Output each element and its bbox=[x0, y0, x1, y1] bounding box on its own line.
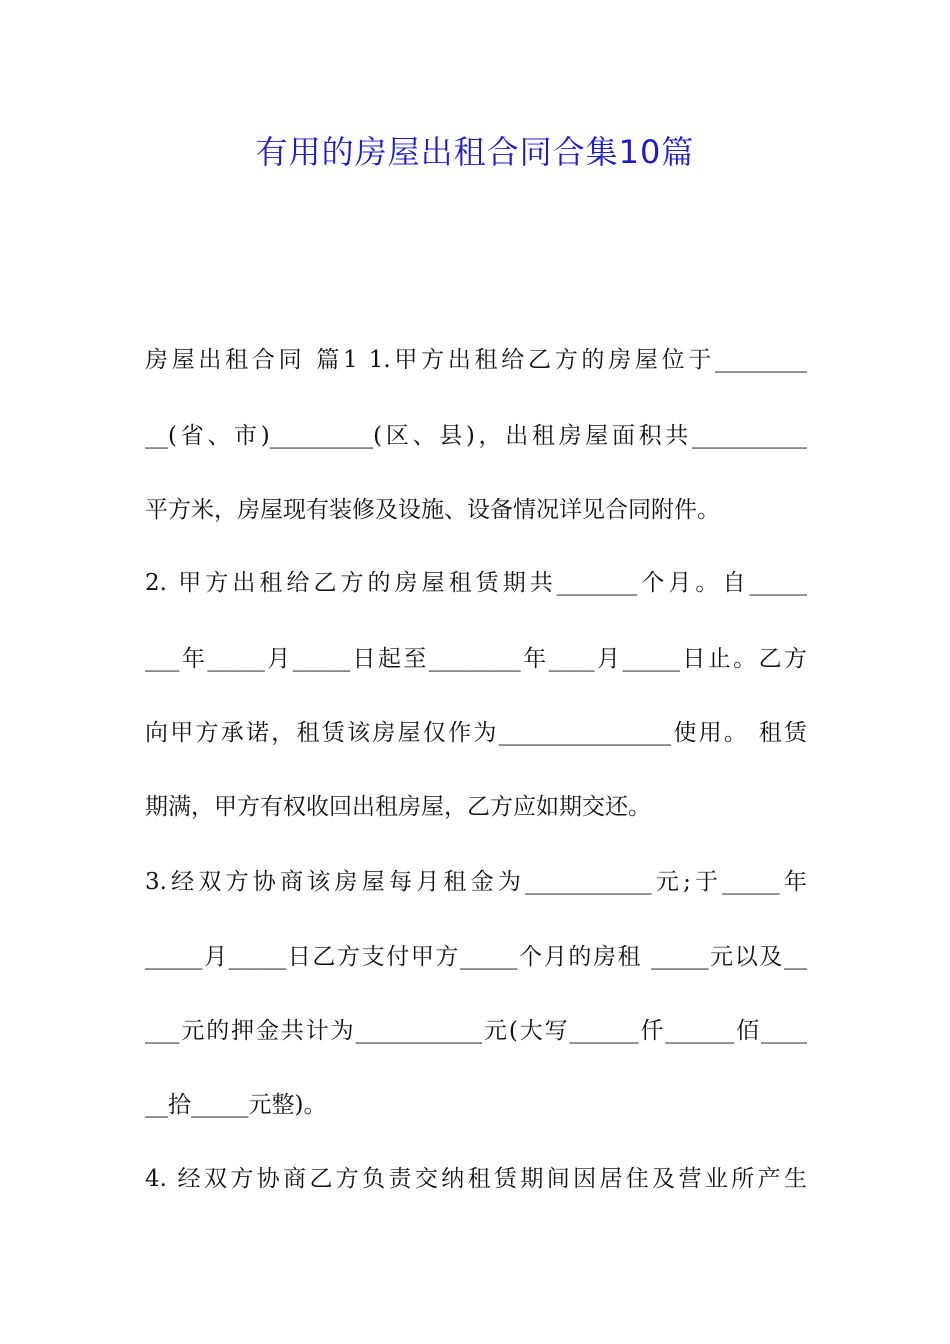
paragraph-line-6: 向甲方承诺，租赁该房屋仅作为_______________使用。 租赁 bbox=[145, 720, 807, 746]
paragraph-line-11: __拾_____元整)。 bbox=[145, 1092, 327, 1118]
paragraph-line-2: __(省、市)_________(区、县)，出租房屋面积共__________ bbox=[145, 423, 807, 449]
paragraph-line-10: ___元的押金共计为___________元(大写______仟______佰____ bbox=[145, 1018, 807, 1044]
paragraph-line-12: 4. 经双方协商乙方负责交纳租赁期间因居住及营业所产生 bbox=[145, 1166, 807, 1192]
paragraph-line-8: 3.经双方协商该房屋每月租金为___________元;于_____年 bbox=[145, 869, 807, 895]
paragraph-line-9: _____月_____日乙方支付甲方_____个月的房租 _____元以及__ bbox=[145, 944, 807, 970]
paragraph-line-5: ___年_____月_____日起至________年____月_____日止。乙方 bbox=[145, 646, 807, 672]
document-title: 有用的房屋出租合同合集10篇 bbox=[255, 133, 695, 171]
paragraph-line-3: 平方米，房屋现有装修及设施、设备情况详见合同附件。 bbox=[145, 497, 720, 523]
paragraph-line-7: 期满，甲方有权收回出租房屋，乙方应如期交还。 bbox=[145, 794, 651, 820]
paragraph-line-4: 2. 甲方出租给乙方的房屋租赁期共_______个月。自_____ bbox=[145, 570, 807, 596]
paragraph-line-1: 房屋出租合同 篇1 1.甲方出租给乙方的房屋位于________ bbox=[145, 347, 807, 373]
